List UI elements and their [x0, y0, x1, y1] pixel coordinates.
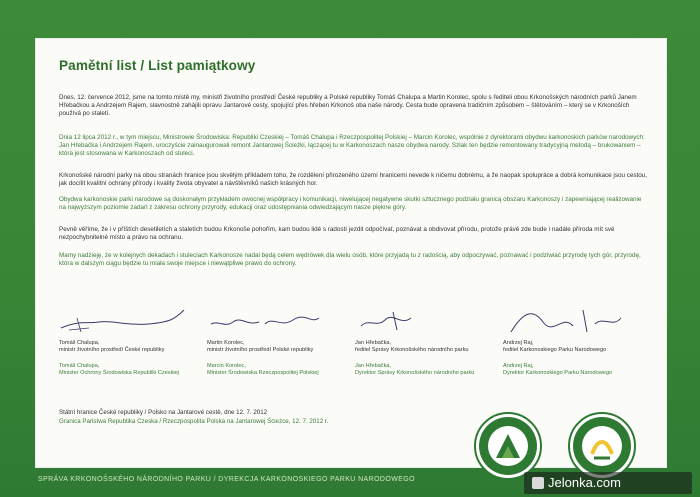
- document-title: [59, 58, 255, 73]
- signatory-3-name-cz: Jan Hřebačka,: [355, 340, 392, 346]
- signatory-2-name-pl: Marcin Korolec,: [207, 363, 246, 369]
- footer-text: SPRÁVA KRKONOŠSKÉHO NÁRODNÍHO PARKU / DYREKCJA KARKONOSKIEGO PARKU NARODOWEGO: [38, 476, 415, 483]
- watermark: [524, 472, 692, 494]
- paragraph-pl-2: Obydwa karkonoskie parki narodowe są doskonałym przykładem owocnej współpracy i komunikacji, niwelującej negatywne skutki sztucznego podziału granicą obszaru Karkonoszy i zapewniającej realizowanie na najwyższym poziomie zadań z zakresu ochrony przyrody, edukacji oraz udostępniania odwiedzającym nasze piękne góry.: [59, 196, 642, 212]
- signature-1-icon: [59, 302, 199, 338]
- signatory-1-name-cz: Tomáš Chalupa,: [59, 340, 100, 346]
- watermark-icon: [532, 477, 544, 489]
- signature-4-icon: [503, 302, 643, 338]
- signatory-4-name-cz: Andrzej Raj,: [503, 340, 534, 346]
- watermark-text: Jelonka.com: [548, 475, 621, 490]
- kpn-logo-icon: [568, 412, 636, 480]
- signature-2-icon: [207, 302, 347, 338]
- signature-3-icon: [355, 302, 495, 338]
- signatory-3-role-pl: Dyrektor Správy Krkonošského národního parku: [355, 370, 475, 376]
- signatory-2: [207, 302, 357, 382]
- title-polish: List pamiątkowy: [148, 58, 256, 73]
- paragraph-pl-3: Mamy nadzieję, że w kolejnych dekadach i stuleciach Karkonosze nadal będą celem wędrówek dla wielu osób, które przyjadą tu z radością, aby odpoczywać, poznawać i podziwiać przyrodę tych gór, przyrodę, która w dalszym ciągu będzie tu miała swoje miejsce i niewątpliwe prawo do ochrony.: [59, 252, 641, 268]
- signatory-1-name-pl: Tomáš Chalupa,: [59, 363, 100, 369]
- signatory-4: [503, 302, 653, 382]
- place-date-cz: Státní hranice České republiky / Polsko na Jantarové cestě, dne 12. 7. 2012: [59, 409, 268, 416]
- paragraph-cz-3: Pevně věříme, že i v příštích desetiletích a staletích budou Krkonoše pohořím, kam budou lidé s radostí jezdit odpočívat, poznávat a obdivovat přírodu, protože právě zde bude i nadále příroda mít své nezpochybnitelné místo a právo na ochranu.: [59, 226, 615, 242]
- paragraph-cz-2: Krkonošské národní parky na obou stranách hranice jsou skvělým příkladem toho, že rozdělení přirozeného území hranicemi nevede k ničemu dobrému, a že naopak spolupráce a dobrá komunikace jsou cestou, jak docílit kvalitní ochrany přírody i kvality života obyvatel a návštěvníků našich krásných hor.: [59, 172, 648, 188]
- signatory-2-role-cz: ministr životního prostředí Polské republiky: [207, 347, 314, 353]
- krnap-logo-icon: [474, 412, 542, 480]
- title-czech: Pamětní list: [59, 58, 137, 73]
- signatory-3-role-cz: ředitel Správy Krkonošského národního parku: [355, 347, 469, 353]
- certificate-paper: [35, 38, 667, 468]
- signatory-1: [59, 302, 209, 382]
- paragraph-pl-1: Dnia 12 lipca 2012 r., w tym miejscu, Ministrowie Środowiska: Republiki Czeskiej – Tomáš Chalupa i Rzeczpospolitej Polskiej – Marcin Korolec, wspólnie z dyrektorami obydwu karkonoskich parków narodowych: Jan Hřebačka i Andrzejem Rajem, uroczyście zainaugurowali remont Jantarowej Ścieżki, łączącej tu w Karkonoszach nasze obydwa narody. Szlak ten będzie remontowany tradycyjną metodą – brukowaniem – która jest stosowana w Karkonoszach od stuleci.: [59, 134, 645, 158]
- signatory-1-role-pl: Minister Ochrony Środowiska Republiki Czeskiej: [59, 370, 179, 376]
- place-date-pl: Granica Państwa Republika Czeska / Rzeczpospolita Polska na Jantarowej Ścieżce, 12. 7. 2012 r.: [59, 418, 329, 425]
- signatory-4-name-pl: Andrzej Raj,: [503, 363, 534, 369]
- signatory-3-name-pl: Jan Hřebačka,: [355, 363, 392, 369]
- signatory-3: [355, 302, 505, 382]
- signatory-1-role-cz: ministr životního prostředí České republiky: [59, 347, 165, 353]
- signatory-4-role-pl: Dyrektor Karkonoskiego Parku Narodowego: [503, 370, 613, 376]
- signature-area: [35, 302, 667, 382]
- title-separator: /: [136, 58, 149, 73]
- signatory-2-name-cz: Martin Korolec,: [207, 340, 245, 346]
- signatory-4-role-cz: ředitel Karkonoskiego Parku Narodowego: [503, 347, 607, 353]
- paragraph-cz-1: Dnes, 12. července 2012, jsme na tomto místě my, ministři životního prostředí České republiky a Polské republiky Tomáš Chalupa a Martin Korolec, spolu s řediteli obou Krkonošských národních parků Janem Hřebačkou a Andrzejem Rajem, slavnostně zahájili opravu Jantarové cesty, spojující přes hřeben Krkonoš oba naše národy. Cesta bude opravena tradičním způsobem – štětováním – který se v Krkonoších používá po staletí.: [59, 94, 637, 118]
- signatory-2-role-pl: Minister Środowiska Rzeczpospolitej Polskiej: [207, 370, 319, 376]
